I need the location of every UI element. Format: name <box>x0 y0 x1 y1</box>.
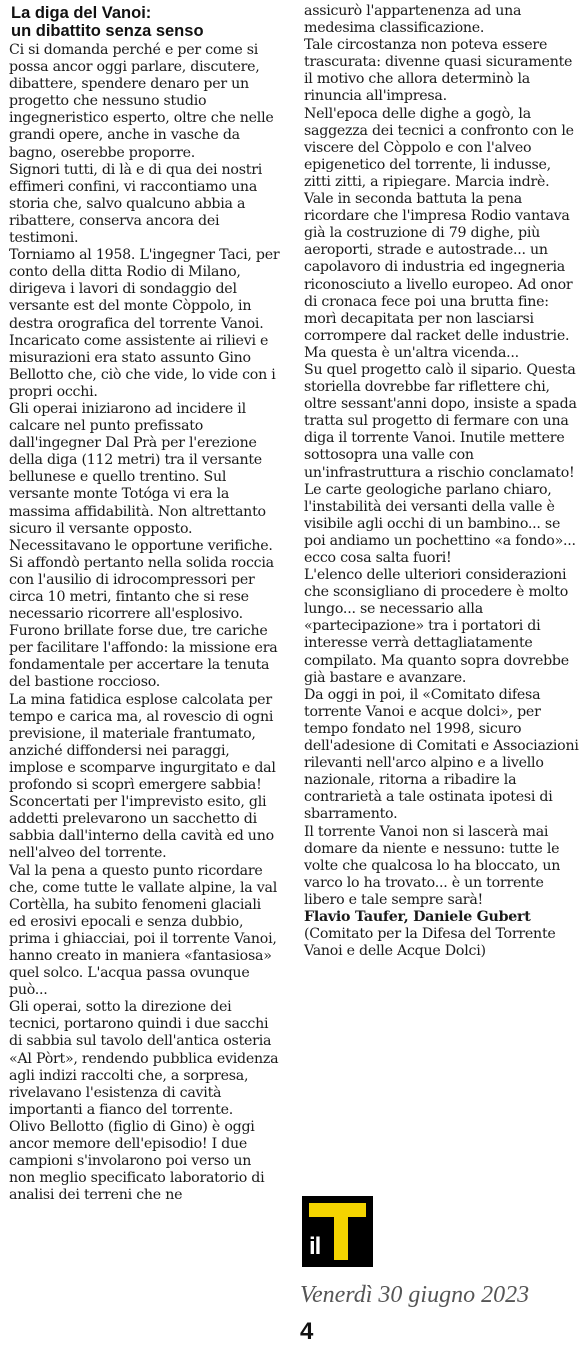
paragraph: Tale circostanza non poteva essere trascurata: divenne quasi sicuramente il motivo che allora determinò la rinuncia all'impresa. <box>304 37 573 105</box>
paragraph: Gli operai, sotto la direzione dei tecnici, portarono quindi i due sacchi di sabbia sul tavolo dell'antica osteria «Al Pòrt», rendendo pubblica evidenza agli indizi raccolti che, a sorpresa, rivelavano l'esistenza di cavità importanti a fianco del torrente. <box>9 999 279 1118</box>
logo-t-stem <box>334 1217 348 1260</box>
paragraph: Olivo Bellotto (figlio di Gino) è oggi ancor memore dell'episodio! I due campioni s'involarono poi verso un non meglio specificato laboratorio di analisi dei terreni che ne <box>9 1118 265 1204</box>
paragraph: Incaricato come assistente ai rilievi e misurazioni era stato assunto Gino Bellotto che, ciò che vide, lo vide con i propri occhi. <box>9 332 276 400</box>
article-title <box>11 4 281 40</box>
logo-t-bar <box>309 1203 366 1217</box>
article-column-left <box>9 42 281 1204</box>
paragraph: La mina fatidica esplose calcolata per tempo e carica ma, al rovescio di ogni previsione, il materiale frantumato, anziché diffondersi nei paraggi, implose e scomparve ingurgitato e dal profondo si scoprì emergere sabbia! Sconcertati per l'imprevisto esito, gli addetti prelevarono un sacchetto di sabbia dall'interno della cavità ed uno nell'alveo del torrente. <box>9 691 276 862</box>
title-line-2: un dibattito senza senso <box>11 22 204 40</box>
paragraph: Da oggi in poi, il «Comitato difesa torrente Vanoi e acque dolci», per tempo fondato nel 1998, sicuro dell'adesione di Comitati e Associazioni rilevanti nell'arco alpino e a livello nazionale, ritorna a ribadire la contrarietà a tale ostinata ipotesi di sbarramento. <box>304 686 579 823</box>
paragraph: Val la pena a questo punto ricordare che, come tutte le vallate alpine, la val Cortèlla, ha subito fenomeni glaciali ed erosivi epocali e senza dubbio, prima i ghiacciai, poi il torrente Vanoi, hanno creato in maniera «fantasiosa» quel solco. L'acqua passa ovunque può... <box>9 862 277 999</box>
il-t-logo-icon <box>302 1196 373 1267</box>
paragraph: assicurò l'appartenenza ad una medesima classificazione. <box>304 3 522 37</box>
paragraph: Signori tutti, di là e di qua dei nostri effimeri confini, vi raccontiamo una storia che, salvo qualcuno abbia a ribattere, conserva ancora dei testimoni. <box>9 161 263 247</box>
logo-text: il <box>309 1233 321 1260</box>
paragraph: Nell'epoca delle dighe a gogò, la saggezza dei tecnici a confronto con le viscere del Còppolo e con l'alveo epigenetico del torrente, li indusse, zitti zitti, a ripiegare. Marcia indrè. <box>304 105 574 190</box>
paragraph: Su quel progetto calò il sipario. Questa storiella dovrebbe far riflettere chi, oltre sessant'anni dopo, insiste a spada tratta sul progetto di fermare con una diga il torrente Vanoi. Inutile mettere sottosopra una valle con un'infrastruttura a rischio conclamato! Le carte geologiche parlano chiaro, l'instabilità dei versanti della valle è visibile agli occhi di un bambino... se poi andiamo un pochettino «a fondo»... ecco cosa salta fuori! <box>304 361 577 566</box>
issue-date: Venerdì 30 giugno 2023 <box>300 1282 530 1308</box>
article-column-right <box>304 3 579 960</box>
paragraph: Torniamo al 1958. L'ingegner Taci, per conto della ditta Rodio di Milano, dirigeva i lavori di sondaggio del versante est del monte Còppolo, in destra orografica del torrente Vanoi. <box>9 247 280 332</box>
paragraph: L'elenco delle ulteriori considerazioni che sconsigliano di procedere è molto lungo... se necessario alla «partecipazione» tra i portatori di interesse verrà dettagliatamente compilato. Ma quanto sopra dovrebbe già bastare e avanzare. <box>304 567 569 686</box>
title-line-1: La diga del Vanoi: <box>11 4 152 22</box>
paragraph: Vale in seconda battuta la pena ricordare che l'impresa Rodio vantava già la costruzione di 79 dighe, più aeroporti, strade e autostrade... un capolavoro di industria ed ingegneria riconosciuto a livello europeo. Ad onor di cronaca fece poi una brutta fine: morì decapitata per non lasciarsi corrompere dal racket delle industrie. Ma questa è un'altra vicenda... <box>304 191 573 361</box>
author-affiliation: (Comitato per la Difesa del Torrente Vanoi e delle Acque Dolci) <box>304 926 556 960</box>
paragraph: Il torrente Vanoi non si lascerà mai domare da niente e nessuno: tutte le volte che qualcosa lo ha bloccato, un varco lo ha trovato... è un torrente libero e tale sempre sarà! <box>304 823 561 908</box>
paragraph: Ci si domanda perché e per come si possa ancor oggi parlare, discutere, dibattere, spendere denaro per un progetto che nessuno studio ingegneristico esperto, oltre che nelle grandi opere, anche in vasche da bagno, oserebbe proporre. <box>9 42 274 161</box>
page-number: 4 <box>300 1318 314 1345</box>
article-signature: Flavio Taufer, Daniele Gubert <box>304 908 531 925</box>
paragraph: Furono brillate forse due, tre cariche per facilitare l'affondo: la missione era fondamentale per accertare la tenuta del bastione roccioso. <box>9 623 278 691</box>
paragraph: Gli operai iniziarono ad incidere il calcare nel punto prefissato dall'ingegner Dal Prà per l'erezione della diga (112 metri) tra il versante bellunese e quello trentino. Sul versante monte Totóga vi era la massima affidabilità. Non altrettanto sicuro il versante opposto. Necessitavano le opportune verifiche. Si affondò pertanto nella solida roccia con l'ausilio di idrocompressori per circa 10 metri, fintanto che si rese necessario ricorrere all'esplosivo. <box>9 400 274 623</box>
